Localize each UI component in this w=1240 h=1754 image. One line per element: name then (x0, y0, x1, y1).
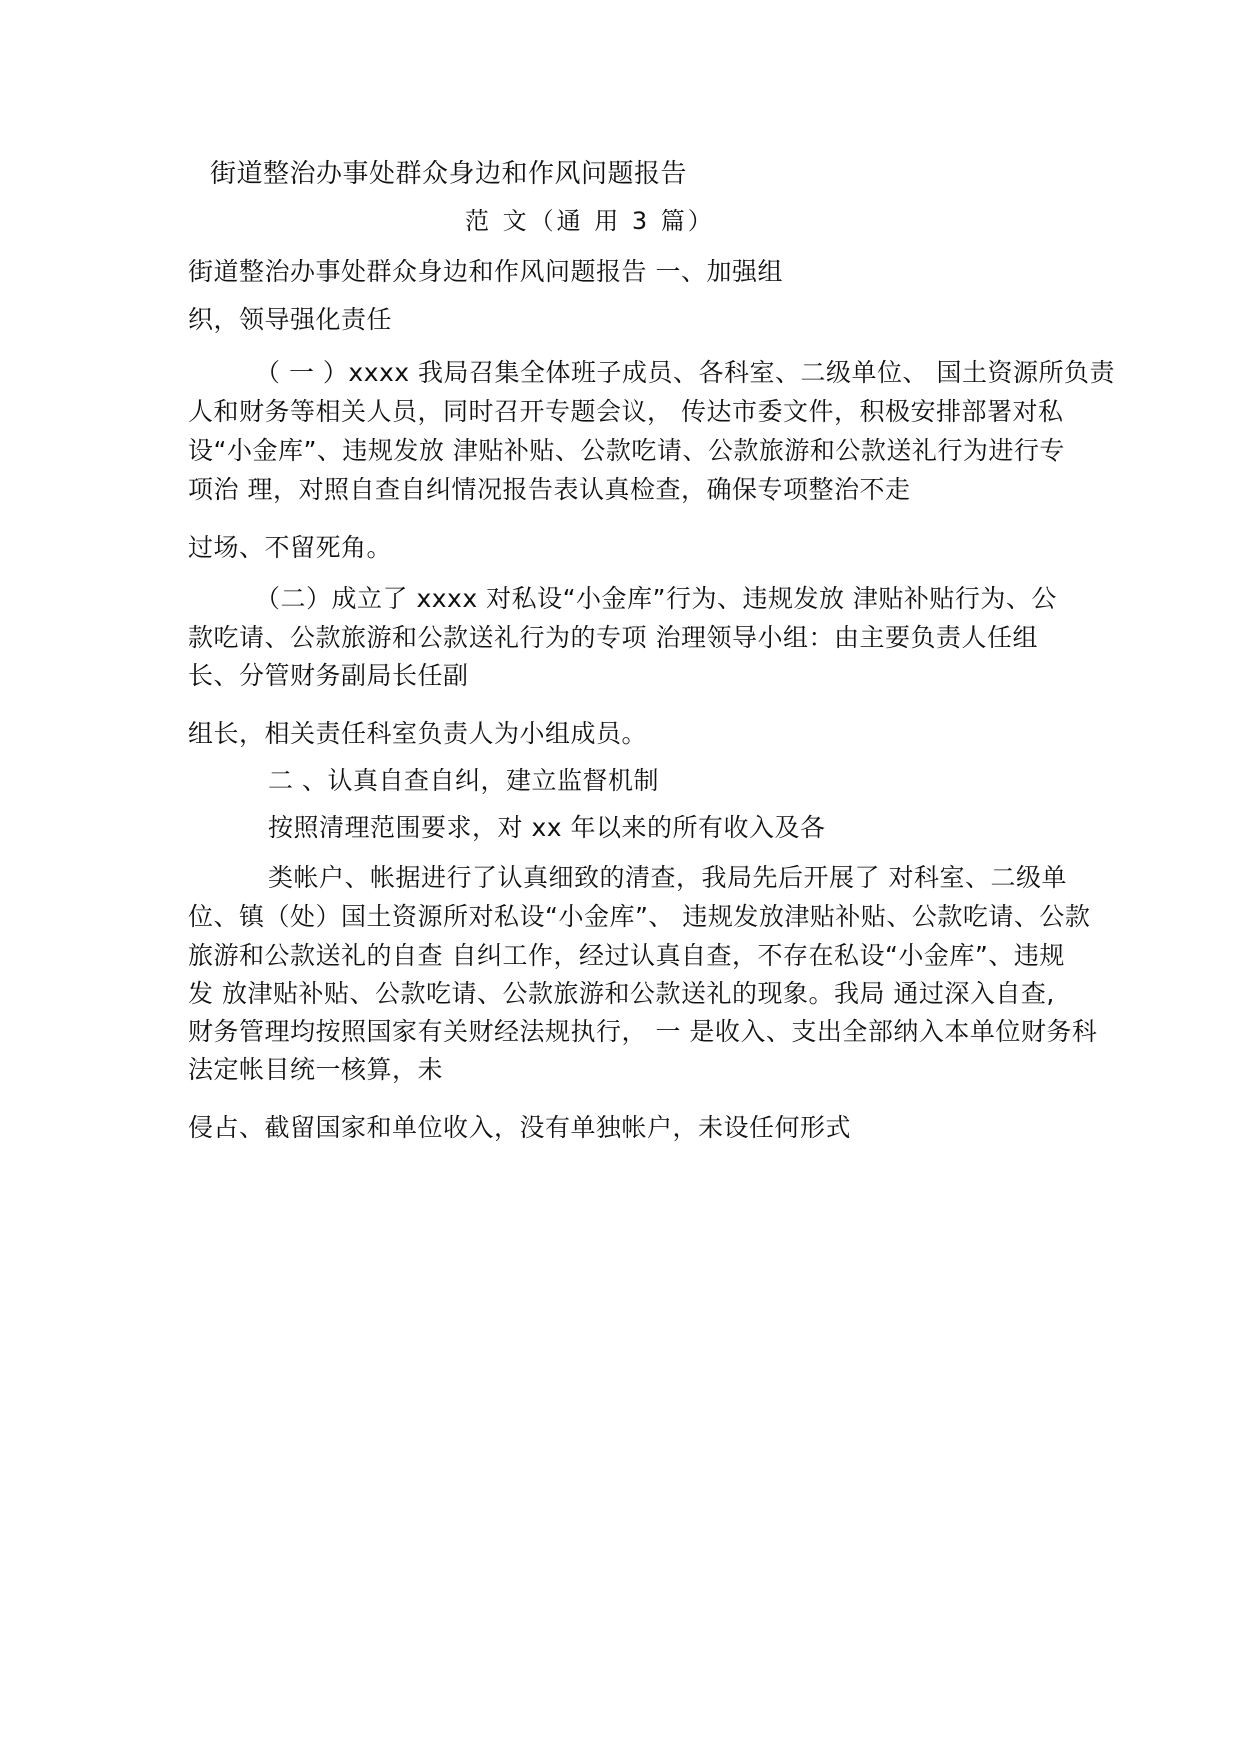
text-line: 款吃请、公款旅游和公款送礼行为的专项 治理领导小组：由主要负责人任组 (188, 623, 1038, 652)
text-line: 按照清理范围要求，对 xx 年以来的所有收入及各 (268, 813, 826, 842)
text-line: 过场、不留死角。 (188, 533, 393, 562)
text-line: 长、分管财务副局长任副 (188, 661, 469, 690)
text-line: （ 一 ）xxxx 我局召集全体班子成员、各科室、二级单位、 国土资源所负责 (255, 358, 1115, 387)
text-line: 法定帐目统一核算，未 (188, 1055, 444, 1084)
text-line: 织，领导强化责任 (188, 305, 393, 334)
text-line: 类帐户、帐据进行了认真细致的清查，我局先后开展了 对科室、二级单 (268, 863, 1067, 892)
document-title: 街道整治办事处群众身边和作风问题报告 (210, 159, 688, 189)
text-line: 侵占、截留国家和单位收入，没有单独帐户，未设任何形式 (188, 1113, 852, 1142)
text-line: 发 放津贴补贴、公款吃请、公款旅游和公款送礼的现象。我局 通过深入自查, (188, 979, 1055, 1008)
section-heading: 二 、认真自查自纠，建立监督机制 (268, 766, 659, 795)
text-line: 组长，相关责任科室负责人为小组成员。 (188, 719, 648, 748)
text-line: 人和财务等相关人员，同时召开专题会议， 传达市委文件，积极安排部署对私 (188, 397, 1064, 426)
text-line: 位、镇（处）国土资源所对私设“小金库”、 违规发放津贴补贴、公款吃请、公款 (188, 902, 1091, 931)
text-line: 街道整治办事处群众身边和作风问题报告 一、加强组 (188, 257, 783, 286)
text-line: 设“小金库”、违规发放 津贴补贴、公款吃请、公款旅游和公款送礼行为进行专 (188, 436, 1065, 465)
text-line: 财务管理均按照国家有关财经法规执行， 一 是收入、支出全部纳入本单位财务科 (188, 1017, 1098, 1046)
text-line: 旅游和公款送礼的自查 自纠工作，经过认真自查，不存在私设“小金库”、违规 (188, 941, 1065, 970)
text-line: （二）成立了 xxxx 对私设“小金库”行为、违规发放 津贴补贴行为、公 (255, 584, 1057, 613)
document-subtitle: 范 文（通 用 3 篇） (465, 207, 715, 235)
text-line: 项治 理，对照自查自纠情况报告表认真检查，确保专项整治不走 (188, 475, 911, 504)
